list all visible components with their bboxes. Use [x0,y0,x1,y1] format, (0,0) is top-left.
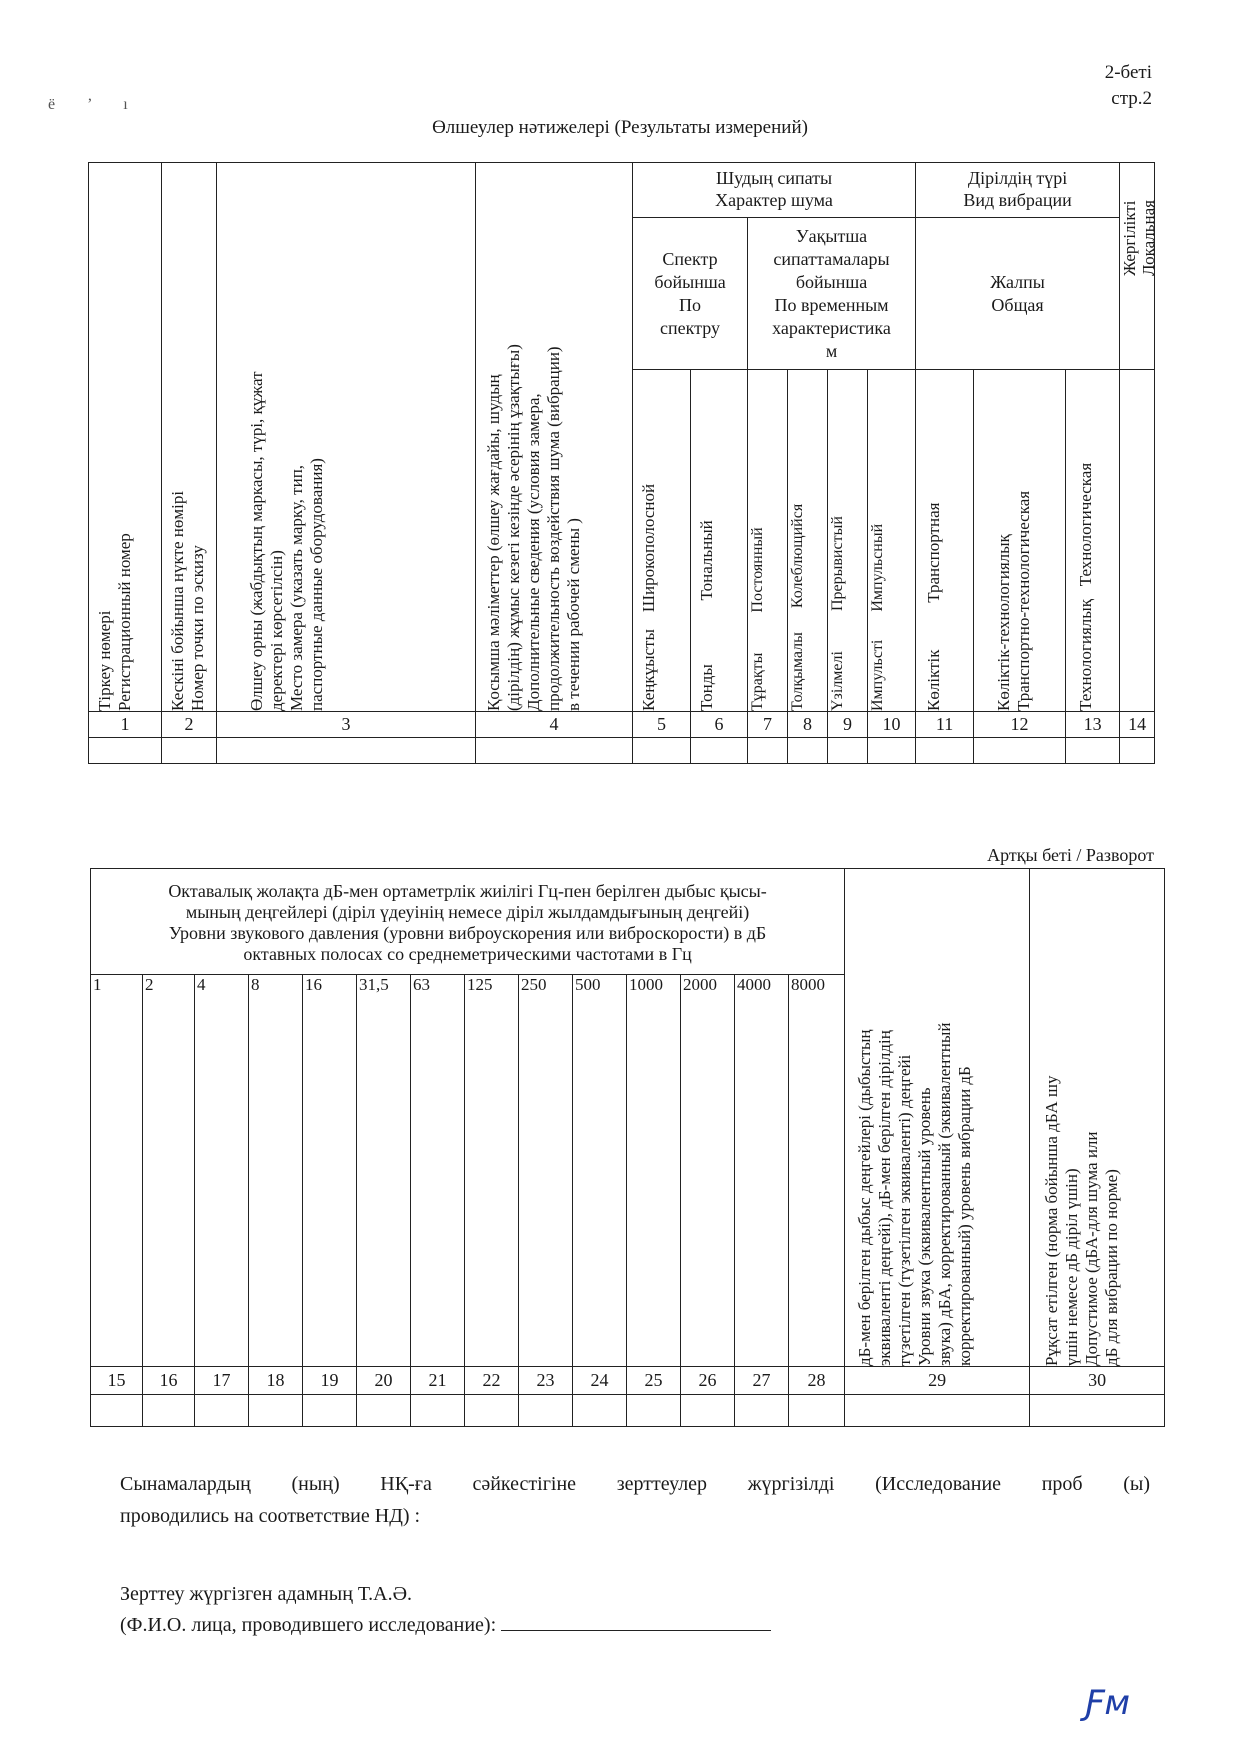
broadband-header: Кеңкұысты Широкополосной [633,370,691,712]
column-number-row: 1 2 3 4 5 6 7 8 9 10 11 12 13 14 [89,712,1155,738]
technological-header: Технологиялық Технологическая [1066,370,1120,712]
researcher-label-text: (Ф.И.О. лица, проводившего исследование): [120,1614,497,1636]
researcher-label-kz: Зерттеу жүргізген адамның Т.А.Ә. [120,1583,413,1605]
permissible-level-header: Рұқсат етілген (норма бойынша дБА шу үшін немесе дБ діріл үшін) Допустимое (дБА-для шума или дБ для вибрации по норме) [1030,869,1165,1367]
local-vibration-header: Жергілікті Локальная [1120,163,1155,370]
reverse-side-label: Артқы беті / Разворот [987,845,1154,865]
transport-tech-header: Көліктік-технологиялық Транспортно-технологическая [974,370,1066,712]
page-number-kz: 2-беті [1104,62,1152,83]
signature-line[interactable] [501,1610,771,1631]
reg-number-header: Тіркеу нөмері Регистрационный номер [89,163,162,712]
local-empty-cell [1120,370,1155,712]
page-number [1105,60,1152,112]
fluctuating-header: Толқымалы Колеблющийся [788,370,828,712]
table-row [91,1395,1165,1427]
handwritten-signature: Ƒм [1084,1683,1130,1723]
by-spectrum-header: Спектр бойынша По спектру [633,218,748,370]
nd-compliance-line2: проводились на соответствие НД) : [120,1505,421,1527]
vibration-type-header: Дірілдің түрі Вид вибрации [916,163,1120,218]
scan-marks: ё ’ ı [48,96,142,113]
by-temporal-header: Уақытша сипаттамалары бойынша По временным характеристика м [748,218,916,370]
tonal-header: Тонды Тональный [691,370,748,712]
constant-header: Тұрақты Постоянный [748,370,788,712]
general-vibration-header: Жалпы Общая [916,218,1120,370]
octave-band-header: Октавалық жолақта дБ-мен ортаметрлік жиілігі Гц-пен берілген дыбыс қысы- мының деңгейлері (діріл үдеуінің немесе діріл жылдамдығының деңгейі) Уровни звукового давления (уровни виброускорения или виброскорости) в дБ октавных полосах со среднеметрическими частотами в Гц [91,869,845,975]
frequency-row: 1 2 4 8 16 31,5 63 125 250 500 1000 2000 4000 8000 [91,975,1165,1367]
nd-compliance-line1: Сынамалардың (ның) НҚ-ға сәйкестігіне зерттеулер жүргізілді (Исследование проб (ы) [120,1473,1150,1495]
intermittent-header: Үзілмелі Прерывистый [828,370,868,712]
impulse-header: Импульсті Импульсный [868,370,916,712]
table-row [89,738,1155,764]
additional-info-header: Қосымша мәліметтер (өлшеу жағдайы, шудың (дірілдің) жұмыс кезегі кезінде әсерінің ұзақтығы) Дополнительные сведения (условия замера, продолжительность воздействия шума (вибрации) в течении рабочей смены ) [476,163,633,712]
researcher-label-ru [120,1610,771,1639]
column-number-row-2: 15 16 17 18 19 20 21 22 23 24 25 26 27 28 29 30 [91,1367,1165,1395]
noise-character-header: Шудың сипаты Характер шума [633,163,916,218]
location-header: Өлшеу орны (жабдықтың маркасы, түрі, құжат деректері көрсетілсін) Место замера (указать марку, тип, паспортные данные оборудования) [217,163,476,712]
page-title: Өлшеулер нәтижелері (Результаты измерений) [432,117,808,138]
page-number-ru: стр.2 [1111,88,1152,109]
measurement-results-table [88,162,1159,764]
sound-level-header: дБ-мен берілген дыбыс деңгейлері (дыбыстың эквиваленті деңгейі), дБ-мен берілген дірілдің түзетілген (түзетілген эквиваленті) деңгейі Уровни звука (эквивалентный уровень звука) дБА, корректированный (эквивалентный корректированный) уровень вибрации дБ [845,869,1030,1367]
point-number-header: Кескіні бойынша нүкте нөмірі Номер точки по эскизу [162,163,217,712]
sound-levels-table [90,868,1165,1427]
transport-header: Көліктік Транспортная [916,370,974,712]
